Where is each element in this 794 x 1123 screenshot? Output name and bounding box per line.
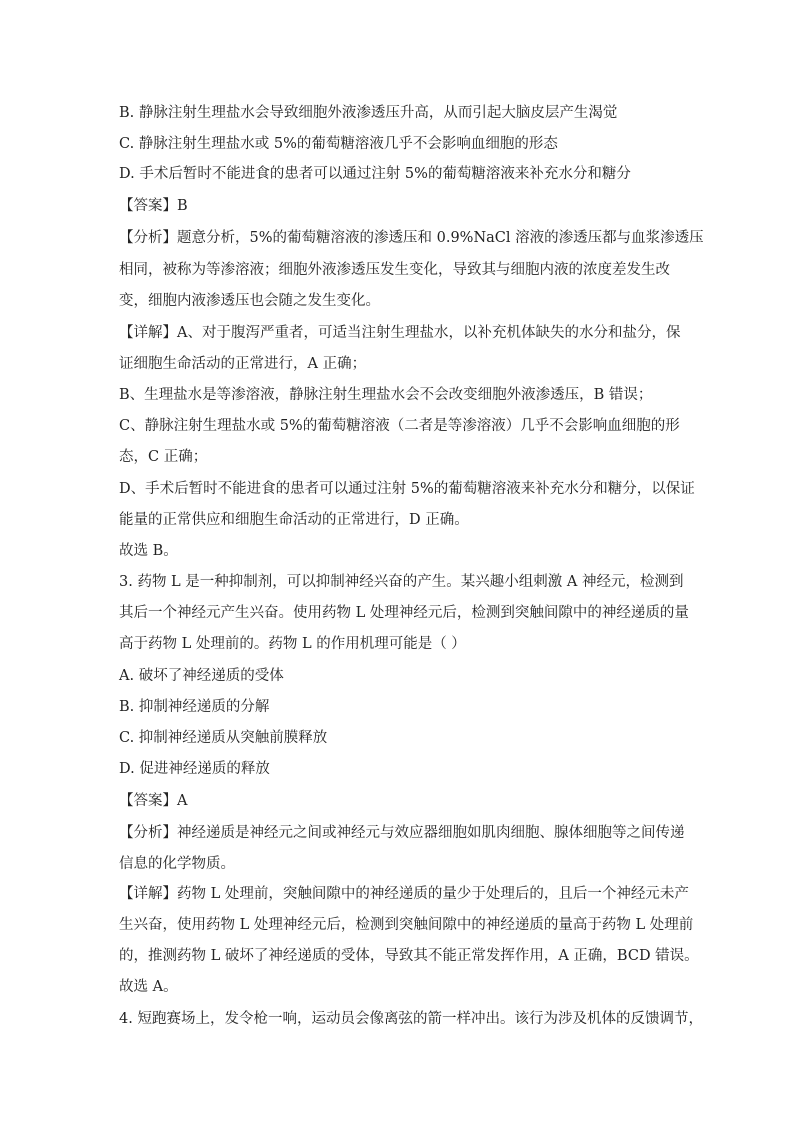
explanation-line: 【详解】药物 L 处理前，突触间隙中的神经递质的量少于处理后的，且后一个神经元未产 — [119, 886, 689, 902]
answer-line: 【答案】A — [119, 793, 188, 809]
question-line: 3. 药物 L 是一种抑制剂，可以抑制神经兴奋的产生。某兴趣小组刺激 A 神经元，检测到 — [119, 574, 684, 590]
explanation-line: 生兴奋，使用药物 L 处理神经元后，检测到突触间隙中的神经递质的量高于药物 L 处理前 — [119, 917, 694, 933]
analysis-line: 相同，被称为等渗溶液；细胞外液渗透压发生变化，导致其与细胞内液的浓度差发生改 — [119, 262, 670, 278]
question-line: 其后一个神经元产生兴奋。使用药物 L 处理神经元后，检测到突触间隙中的神经递质的量 — [119, 605, 689, 621]
question-line: 4. 短跑赛场上，发令枪一响，运动员会像离弦的箭一样冲出。该行为涉及机体的反馈调节， — [119, 1011, 703, 1027]
explanation-line: 【详解】A、对于腹泻严重者，可适当注射生理盐水，以补充机体缺失的水分和盐分，保 — [119, 325, 681, 341]
analysis-line: 【分析】题意分析，5%的葡萄糖溶液的渗透压和 0.9%NaCl 溶液的渗透压都与血浆渗透压 — [119, 230, 704, 246]
explanation-line: B、生理盐水是等渗溶液，静脉注射生理盐水会不会改变细胞外液渗透压，B 错误； — [119, 387, 653, 403]
option-a-line: A. 破坏了神经递质的受体 — [119, 668, 284, 684]
option-d-line: D. 促进神经递质的释放 — [119, 761, 270, 777]
option-b-line: B. 抑制神经递质的分解 — [119, 699, 270, 715]
analysis-line: 信息的化学物质。 — [119, 856, 235, 872]
option-d-line: D. 手术后暂时不能进食的患者可以通过注射 5%的葡萄糖溶液来补充水分和糖分 — [119, 166, 631, 182]
option-c-line: C. 抑制神经递质从突触前膜释放 — [119, 730, 328, 746]
answer-line: 【答案】B — [119, 198, 188, 214]
analysis-line: 【分析】神经递质是神经元之间或神经元与效应器细胞如肌肉细胞、腺体细胞等之间传递 — [119, 825, 685, 841]
explanation-line: 证细胞生命活动的正常进行，A 正确； — [119, 356, 367, 372]
explanation-line: D、手术后暂时不能进食的患者可以通过注射 5%的葡萄糖溶液来补充水分和糖分，以保证 — [119, 481, 695, 497]
explanation-line: 的，推测药物 L 破坏了神经递质的受体，导致其不能正常发挥作用，A 正确，BCD 错误。 — [119, 948, 699, 964]
option-c-line: C. 静脉注射生理盐水或 5%的葡萄糖溶液几乎不会影响血细胞的形态 — [119, 136, 558, 152]
conclusion-line: 故选 B。 — [119, 543, 178, 559]
explanation-line: 能量的正常供应和细胞生命活动的正常进行，D 正确。 — [119, 512, 469, 528]
explanation-line: C、静脉注射生理盐水或 5%的葡萄糖溶液（二者是等渗溶液）几乎不会影响血细胞的形 — [119, 418, 680, 434]
explanation-line: 态，C 正确； — [119, 449, 208, 465]
option-b-line: B. 静脉注射生理盐水会导致细胞外液渗透压升高，从而引起大脑皮层产生渴觉 — [119, 105, 618, 121]
question-line: 高于药物 L 处理前的。药物 L 的作用机理可能是（ ） — [119, 636, 466, 652]
conclusion-line: 故选 A。 — [119, 979, 178, 995]
analysis-line: 变，细胞内液渗透压也会随之发生变化。 — [119, 293, 380, 309]
